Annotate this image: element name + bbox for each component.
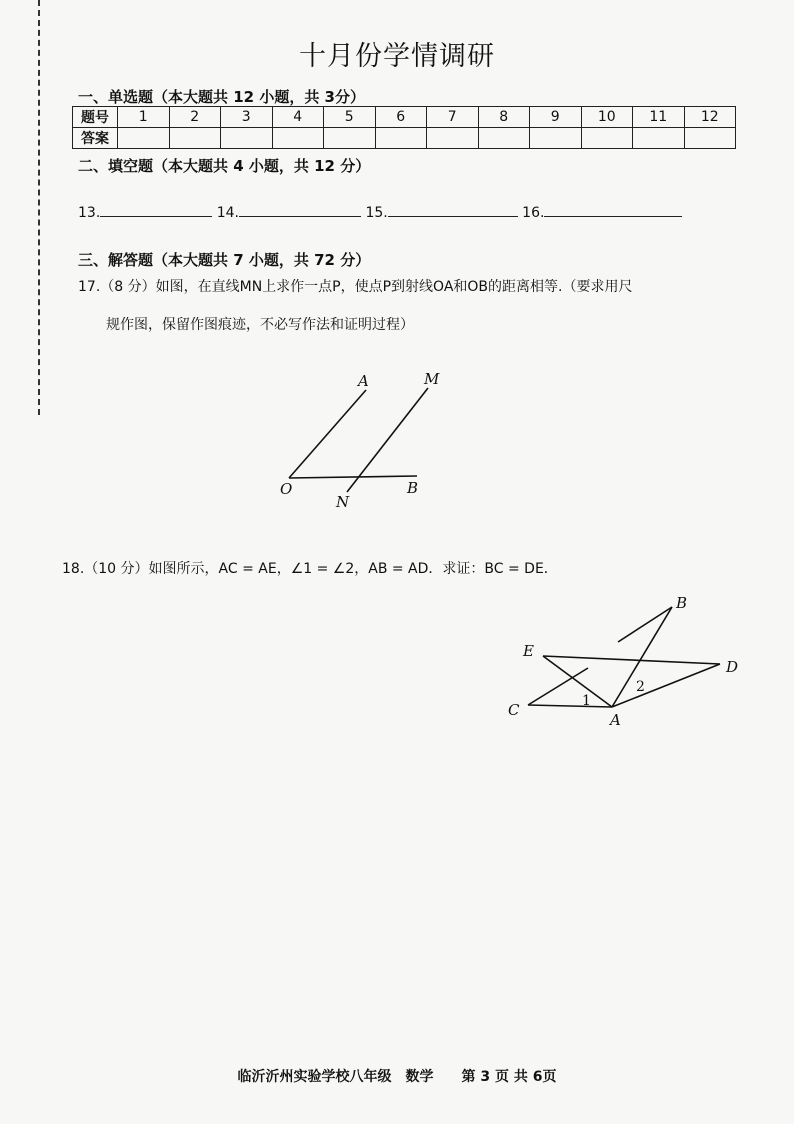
segment-ea <box>543 656 612 707</box>
label-a: A <box>610 711 621 729</box>
label-b: B <box>676 594 688 612</box>
blank-label-13: 13. <box>78 205 101 221</box>
question-number: 7 <box>427 107 479 128</box>
question-number: 6 <box>375 107 427 128</box>
answer-row-label: 答案 <box>73 128 118 149</box>
segment-ed <box>543 656 720 664</box>
segment-ce-part <box>528 668 588 705</box>
label-c: C <box>508 701 520 719</box>
segment-ca <box>528 705 612 707</box>
label-b: B <box>407 479 419 497</box>
question-number: 4 <box>272 107 324 128</box>
label-a: A <box>358 372 369 390</box>
angle-label-1: 1 <box>582 693 591 709</box>
blank-label-16: 16. <box>522 205 545 221</box>
label-m: M <box>424 370 440 388</box>
figure-18 <box>508 594 738 729</box>
blank-label-14: 14. <box>216 205 239 221</box>
question-number: 12 <box>684 107 736 128</box>
page-footer: 临沂沂州实验学校八年级 数学 第 3 页 共 6页 <box>237 1069 557 1085</box>
segment-ad <box>612 664 720 707</box>
ray-ob <box>289 476 417 478</box>
section2-heading: 二、填空题（本大题共 4 小题，共 12 分） <box>78 157 371 175</box>
question-number: 2 <box>169 107 221 128</box>
ray-oa <box>289 390 366 478</box>
segment-bc-part <box>618 607 672 642</box>
number-row-label: 题号 <box>73 107 118 128</box>
question-number: 5 <box>324 107 376 128</box>
question-number: 9 <box>530 107 582 128</box>
q18-text: 18.（10 分）如图所示，AC = AE，∠1 = ∠2，AB = AD．求证：BC = DE． <box>62 561 558 577</box>
label-n: N <box>336 493 350 511</box>
question-number: 3 <box>221 107 273 128</box>
label-d: D <box>726 658 739 676</box>
section3-heading: 三、解答题（本大题共 7 小题，共 72 分） <box>78 251 371 269</box>
figure-17 <box>280 370 440 511</box>
question-number: 1 <box>118 107 170 128</box>
label-o: O <box>280 480 293 498</box>
question-number: 11 <box>633 107 685 128</box>
blank-label-15: 15. <box>365 205 388 221</box>
q17-text-line1: 17.（8 分）如图，在直线MN上求作一点P，使点P到射线OA和OB的距离相等.（要求用尺 <box>78 279 633 295</box>
angle-label-2: 2 <box>636 679 645 695</box>
q17-text-line2: 规作图，保留作图痕迹，不必写作法和证明过程） <box>106 317 414 333</box>
label-e: E <box>523 642 534 660</box>
section1-heading: 一、单选题（本大题共 12 小题，共 3分） <box>78 88 365 106</box>
question-number: 8 <box>478 107 530 128</box>
page-title: 十月份学情调研 <box>299 41 495 72</box>
question-number: 10 <box>581 107 633 128</box>
